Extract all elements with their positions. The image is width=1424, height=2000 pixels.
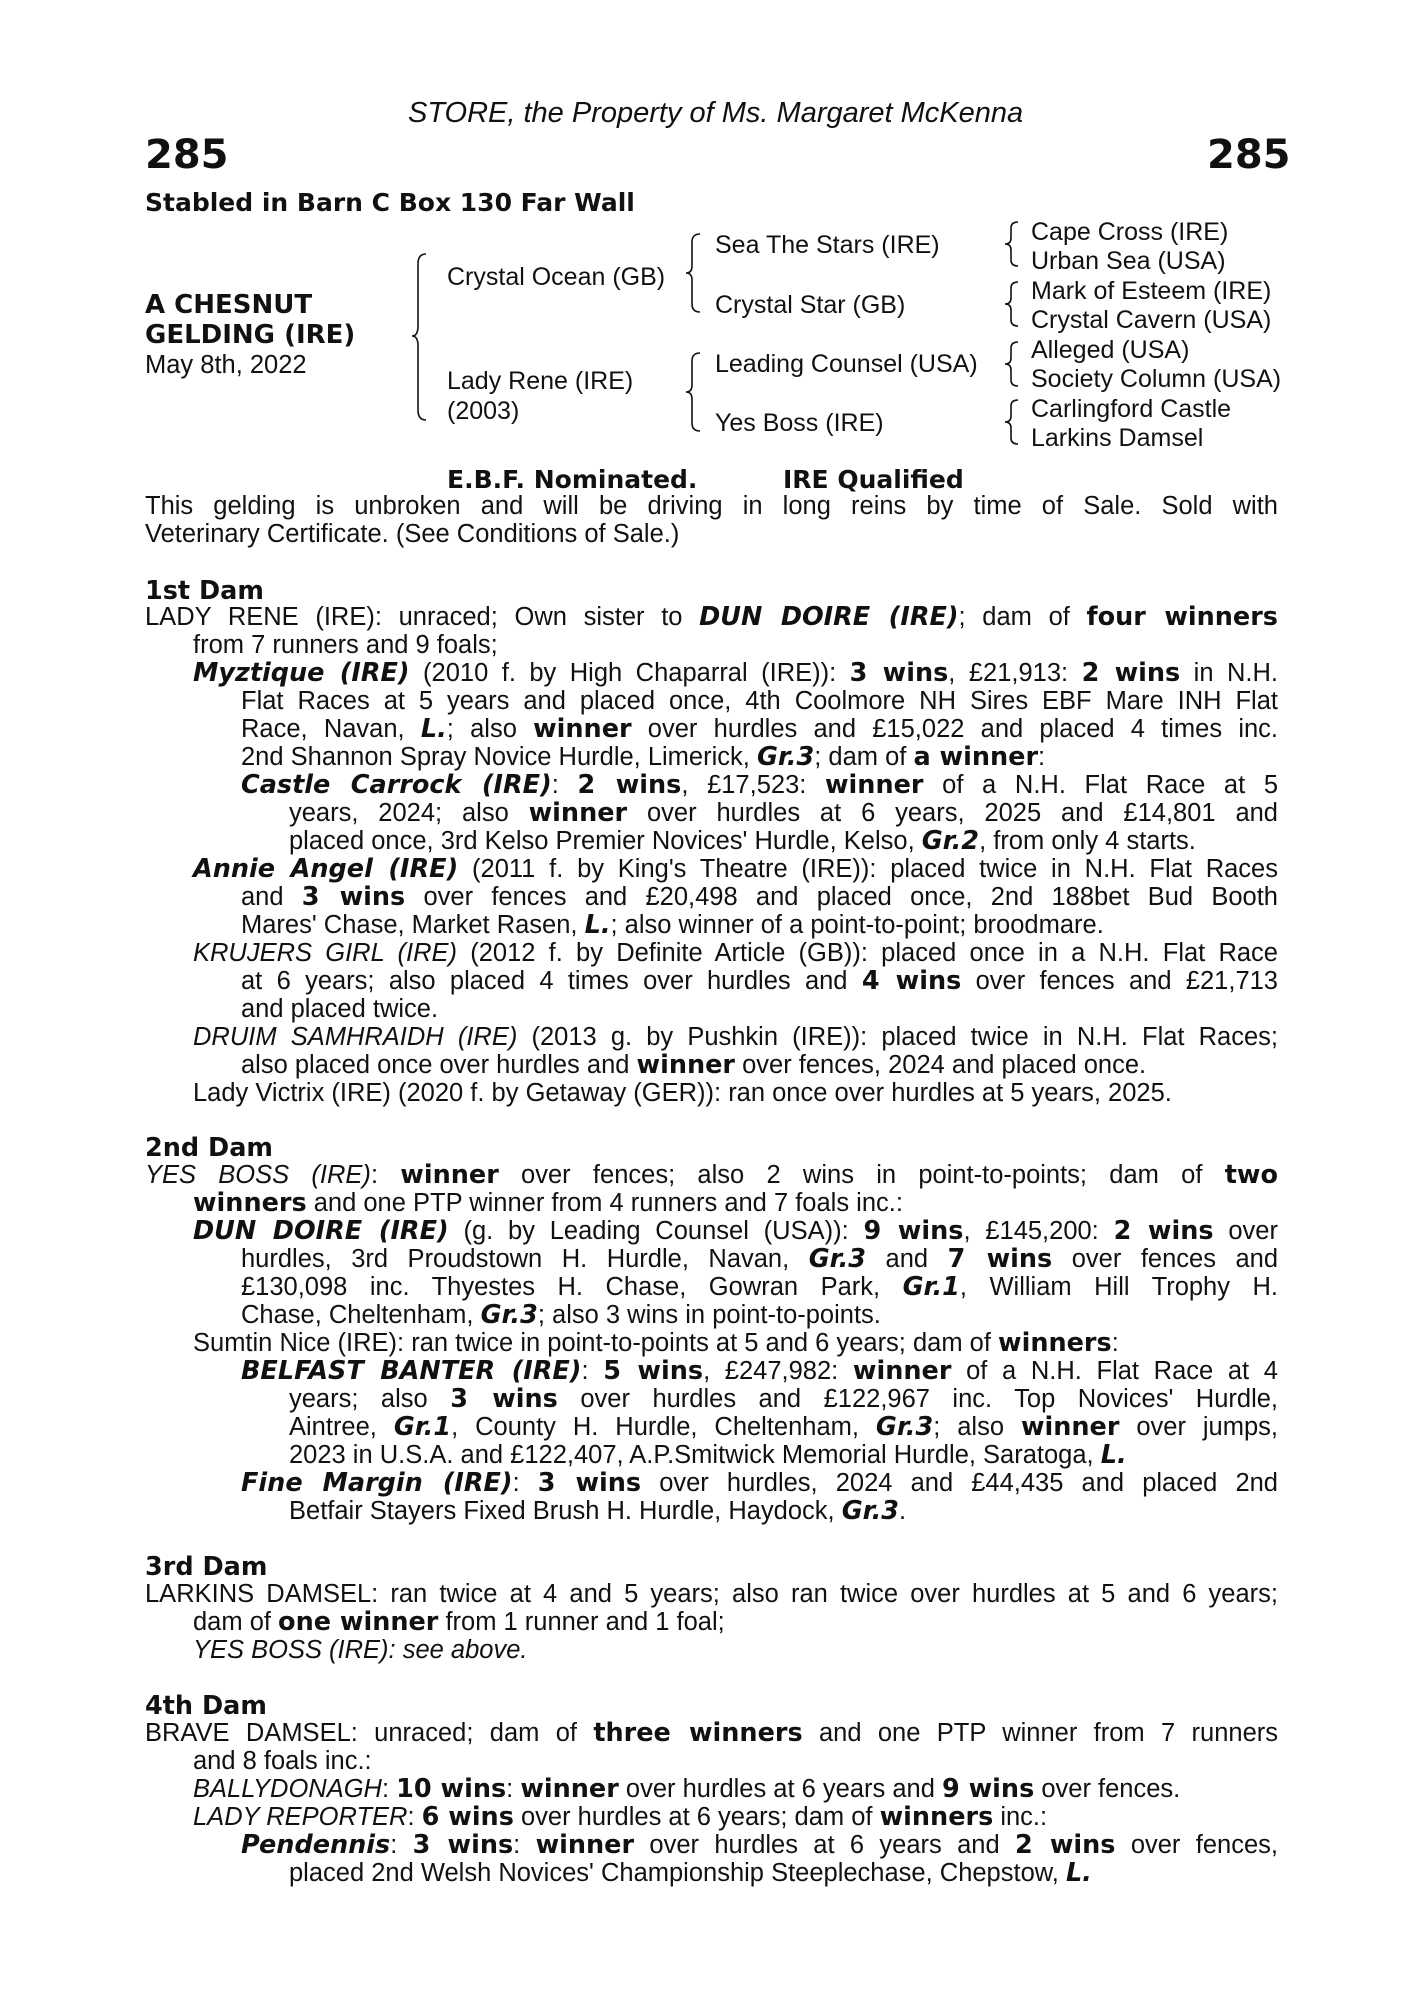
progeny-castle-carrock-line1: Castle Carrock (IRE): 2 wins, £17,523: winner of a N.H. Flat Race at 5 xyxy=(241,770,1279,800)
progeny-belfast-banter-line3: Aintree, Gr.1, County H. Hurdle, Cheltenham, Gr.3; also winner over jumps, xyxy=(289,1412,1278,1442)
pedigree-bracket-ss xyxy=(1005,220,1023,268)
pedigree-bracket-dd xyxy=(1005,398,1023,446)
progeny-dun-doire-line1: DUN DOIRE (IRE) (g. by Leading Counsel (USA)): 9 wins, £145,200: 2 wins over xyxy=(193,1216,1278,1246)
progeny-annie-angel-line3: Mares' Chase, Market Rasen, L.; also winner of a point-to-point; broodmare. xyxy=(241,910,1104,940)
sale-notes-line1: This gelding is unbroken and will be driving in long reins by time of Sale. Sold with xyxy=(145,492,1278,520)
progeny-belfast-banter-line2: years; also 3 wins over hurdles and £122,967 inc. Top Novices' Hurdle, xyxy=(289,1384,1278,1414)
progeny-annie-angel-line1: Annie Angel (IRE) (2011 f. by King's Theatre (IRE)): placed twice in N.H. Flat Races xyxy=(193,854,1278,884)
progeny-belfast-banter-line4: 2023 in U.S.A. and £122,407, A.P.Smitwick Memorial Hurdle, Saratoga, L. xyxy=(289,1440,1127,1470)
stabling-info: Stabled in Barn C Box 130 Far Wall xyxy=(145,188,635,217)
third-dam-line1: LARKINS DAMSEL: ran twice at 4 and 5 years; also ran twice over hurdles at 5 and 6 years; xyxy=(145,1580,1278,1608)
pedigree-dsd: Society Column (USA) xyxy=(1031,365,1282,393)
progeny-sumtin-nice: Sumtin Nice (IRE): ran twice in point-to-points at 5 and 6 years; dam of winners: xyxy=(193,1328,1119,1358)
first-dam-intro-line1: LADY RENE (IRE): unraced; Own sister to DUN DOIRE (IRE); dam of four winners xyxy=(145,602,1278,632)
sale-notes-line2: Veterinary Certificate. (See Conditions of Sale.) xyxy=(145,520,680,548)
third-dam-line3: YES BOSS (IRE): see above. xyxy=(193,1636,528,1664)
pedigree-bracket-sire xyxy=(686,232,706,314)
progeny-fine-margin-line1: Fine Margin (IRE): 3 wins over hurdles, 2024 and £44,435 and placed 2nd xyxy=(241,1468,1278,1498)
pedigree-dds: Carlingford Castle xyxy=(1031,395,1232,423)
pedigree-dam: Lady Rene (IRE) xyxy=(447,367,634,395)
progeny-myztique-line3: Race, Navan, L.; also winner over hurdles and £15,022 and placed 4 times inc. xyxy=(241,714,1278,744)
foaling-date: May 8th, 2022 xyxy=(145,351,307,379)
pedigree-sire-dam: Crystal Star (GB) xyxy=(715,291,906,319)
pedigree-bracket-dam xyxy=(686,351,706,433)
progeny-myztique-line4: 2nd Shannon Spray Novice Hurdle, Limerick, Gr.3; dam of a winner: xyxy=(241,742,1046,772)
progeny-pendennis-line2: placed 2nd Welsh Novices' Championship Steeplechase, Chepstow, L. xyxy=(289,1858,1092,1888)
ire-status: IRE Qualified xyxy=(783,465,964,494)
progeny-krujers-girl-line1: KRUJERS GIRL (IRE) (2012 f. by Definite Article (GB)): placed once in a N.H. Flat Race xyxy=(193,939,1278,967)
fourth-dam-line2: and 8 foals inc.: xyxy=(193,1747,372,1775)
progeny-castle-carrock-line2: years, 2024; also winner over hurdles at 6 years, 2025 and £14,801 and xyxy=(289,798,1278,828)
progeny-druim-samhraidh-line1: DRUIM SAMHRAIDH (IRE) (2013 g. by Pushkin (IRE)): placed twice in N.H. Flat Races; xyxy=(193,1023,1278,1051)
progeny-lady-victrix: Lady Victrix (IRE) (2020 f. by Getaway (GER)): ran once over hurdles at 5 years, 2025. xyxy=(193,1079,1172,1107)
pedigree-sss: Cape Cross (IRE) xyxy=(1031,218,1229,246)
progeny-lady-reporter: LADY REPORTER: 6 wins over hurdles at 6 years; dam of winners inc.: xyxy=(193,1802,1048,1832)
pedigree-ssd: Urban Sea (USA) xyxy=(1031,247,1226,275)
pedigree-ddd: Larkins Damsel xyxy=(1031,424,1204,452)
ebf-status: E.B.F. Nominated. xyxy=(447,465,698,494)
horse-description-line1: A CHESNUT xyxy=(145,290,313,320)
pedigree-dss: Alleged (USA) xyxy=(1031,336,1190,364)
fourth-dam-line1: BRAVE DAMSEL: unraced; dam of three winners and one PTP winner from 7 runners xyxy=(145,1718,1278,1748)
progeny-pendennis-line1: Pendennis: 3 wins: winner over hurdles at 6 years and 2 wins over fences, xyxy=(241,1830,1278,1860)
second-dam-heading: 2nd Dam xyxy=(145,1133,273,1163)
pedigree-bracket-main xyxy=(412,252,432,422)
progeny-dun-doire-line3: £130,098 inc. Thyestes H. Chase, Gowran Park, Gr.1, William Hill Trophy H. xyxy=(241,1272,1278,1302)
pedigree-bracket-sd xyxy=(1005,280,1023,328)
lot-number-left: 285 xyxy=(145,132,229,178)
progeny-druim-samhraidh-line2: also placed once over hurdles and winner over fences, 2024 and placed once. xyxy=(241,1050,1147,1080)
pedigree-bracket-ds xyxy=(1005,340,1023,388)
horse-description-line2: GELDING (IRE) xyxy=(145,320,356,350)
progeny-dun-doire-line4: Chase, Cheltenham, Gr.3; also 3 wins in point-to-points. xyxy=(241,1300,881,1330)
second-dam-intro-line2: winners and one PTP winner from 4 runners and 7 foals inc.: xyxy=(193,1188,903,1218)
consignor-line: STORE, the Property of Ms. Margaret McKenna xyxy=(408,97,1024,129)
first-dam-intro-line2: from 7 runners and 9 foals; xyxy=(193,631,498,659)
second-dam-intro-line1: YES BOSS (IRE): winner over fences; also 2 wins in point-to-points; dam of two xyxy=(145,1160,1278,1190)
pedigree-dam-sire: Leading Counsel (USA) xyxy=(715,350,978,378)
pedigree-sdd: Crystal Cavern (USA) xyxy=(1031,306,1272,334)
first-dam-heading: 1st Dam xyxy=(145,576,264,606)
progeny-myztique-line2: Flat Races at 5 years and placed once, 4th Coolmore NH Sires EBF Mare INH Flat xyxy=(241,687,1278,715)
pedigree-sire: Crystal Ocean (GB) xyxy=(447,263,666,291)
progeny-fine-margin-line2: Betfair Stayers Fixed Brush H. Hurdle, Haydock, Gr.3. xyxy=(289,1496,907,1526)
fourth-dam-heading: 4th Dam xyxy=(145,1691,267,1721)
progeny-krujers-girl-line3: and placed twice. xyxy=(241,995,439,1023)
progeny-krujers-girl-line2: at 6 years; also placed 4 times over hurdles and 4 wins over fences and £21,713 xyxy=(241,966,1278,996)
pedigree-sire-sire: Sea The Stars (IRE) xyxy=(715,231,940,259)
progeny-castle-carrock-line3: placed once, 3rd Kelso Premier Novices' Hurdle, Kelso, Gr.2, from only 4 starts. xyxy=(289,826,1196,856)
progeny-dun-doire-line2: hurdles, 3rd Proudstown H. Hurdle, Navan, Gr.3 and 7 wins over fences and xyxy=(241,1244,1278,1274)
progeny-myztique-line1: Myztique (IRE) (2010 f. by High Chaparral (IRE)): 3 wins, £21,913: 2 wins in N.H. xyxy=(193,658,1278,688)
progeny-annie-angel-line2: and 3 wins over fences and £20,498 and placed once, 2nd 188bet Bud Booth xyxy=(241,882,1278,912)
progeny-ballydonagh: BALLYDONAGH: 10 wins: winner over hurdles at 6 years and 9 wins over fences. xyxy=(193,1774,1181,1804)
pedigree-sds: Mark of Esteem (IRE) xyxy=(1031,277,1272,305)
progeny-belfast-banter-line1: BELFAST BANTER (IRE): 5 wins, £247,982: winner of a N.H. Flat Race at 4 xyxy=(241,1356,1278,1386)
pedigree-dam-year: (2003) xyxy=(447,397,520,425)
third-dam-line2: dam of one winner from 1 runner and 1 foal; xyxy=(193,1607,725,1637)
third-dam-heading: 3rd Dam xyxy=(145,1552,268,1582)
pedigree-dam-dam: Yes Boss (IRE) xyxy=(715,409,884,437)
lot-number-right: 285 xyxy=(1207,132,1291,178)
